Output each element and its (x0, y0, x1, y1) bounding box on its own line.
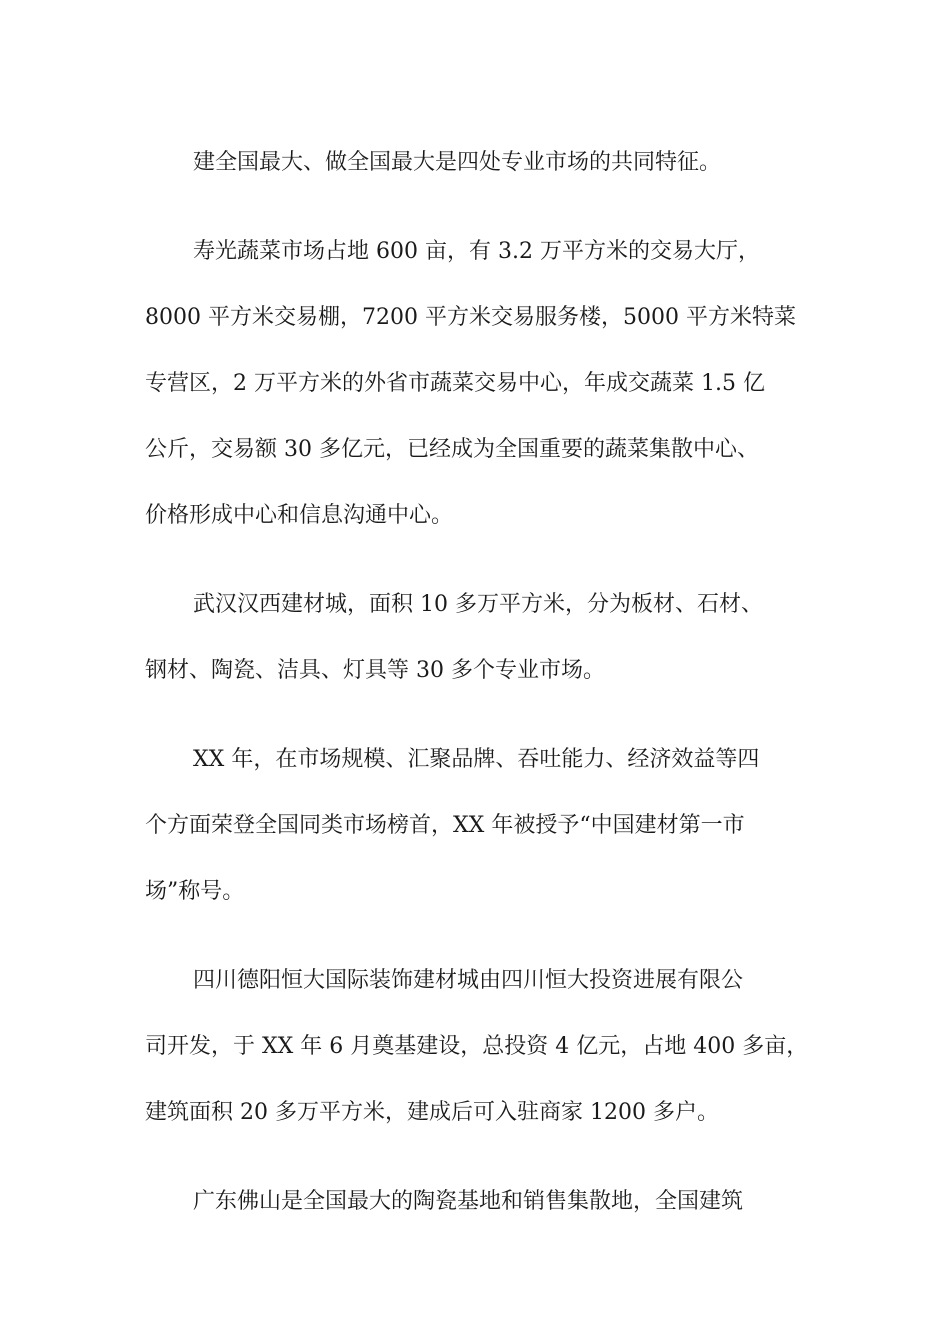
text-line: 建筑面积 20 多万平方米，建成后可入驻商家 1200 多户。 (145, 1100, 719, 1125)
text-line: 武汉汉西建材城，面积 10 多万平方米，分为板材、石材、 (193, 592, 763, 617)
paragraph (145, 219, 825, 549)
text-line: 专营区，2 万平方米的外省市蔬菜交易中心，年成交蔬菜 1.5 亿 (145, 371, 765, 396)
text-line: 建全国最大、做全国最大是四处专业市场的共同特征。 (193, 150, 722, 175)
paragraph (145, 572, 825, 704)
text-line: 四川德阳恒大国际装饰建材城由四川恒大投资进展有限公 (193, 968, 744, 993)
text-line: 司开发，于 XX 年 6 月奠基建设，总投资 4 亿元，占地 400 多亩， (145, 1034, 809, 1059)
text-line: XX 年，在市场规模、汇聚品牌、吞吐能力、经济效益等四 (193, 747, 760, 772)
paragraph (145, 727, 825, 925)
text-line: 个方面荣登全国同类市场榜首，XX 年被授予“中国建材第一市 (145, 813, 745, 838)
text-line: 公斤，交易额 30 多亿元，已经成为全国重要的蔬菜集散中心、 (145, 437, 759, 462)
paragraph (145, 948, 825, 1146)
document-body (145, 130, 825, 1258)
paragraph (145, 130, 825, 196)
text-line: 价格形成中心和信息沟通中心。 (145, 503, 454, 528)
paragraph (145, 1169, 825, 1235)
text-line: 寿光蔬菜市场占地 600 亩，有 3.2 万平方米的交易大厅， (193, 239, 760, 264)
text-line: 场”称号。 (145, 879, 245, 904)
text-line: 8000 平方米交易棚，7200 平方米交易服务楼，5000 平方米特菜 (145, 305, 796, 330)
text-line: 钢材、陶瓷、洁具、灯具等 30 多个专业市场。 (145, 658, 605, 683)
text-line: 广东佛山是全国最大的陶瓷基地和销售集散地，全国建筑 (193, 1189, 744, 1214)
